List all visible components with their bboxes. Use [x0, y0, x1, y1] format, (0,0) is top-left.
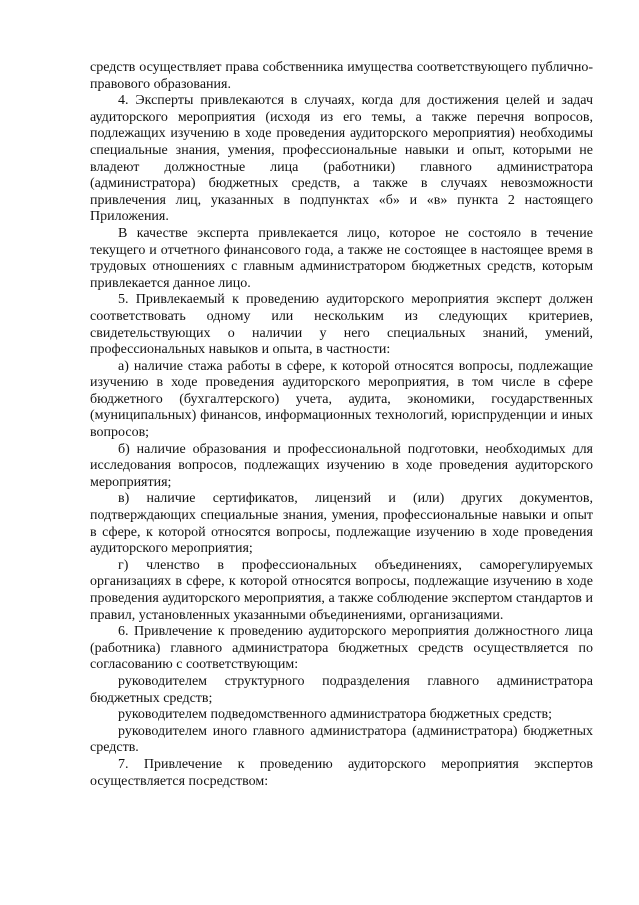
paragraph-item-7: 7. Привлечение к проведению аудиторского мероприятия экспертов осуществляется посредством: [90, 756, 593, 789]
paragraph-approver-subordinate: руководителем подведомственного администратора бюджетных средств; [118, 707, 553, 723]
paragraph-item-5: 5. Привлекаемый к проведению аудиторского мероприятия эксперт должен соответствовать одному или нескольким из следующих критериев, свидетельствующих о наличии у него специальных знаний, умений, профессиональных навыков и опыта, в частности: [90, 292, 593, 358]
paragraph-criterion-g: г) членство в профессиональных объединениях, саморегулируемых организациях в сфере, к которой относятся вопросы, подлежащие изучению в ходе проведения аудиторского мероприятия, а также соблюдение экспертом стандартов и правил, установленных указанными объединениями, организациями. [90, 557, 593, 623]
paragraph-criterion-a: а) наличие стажа работы в сфере, к которой относятся вопросы, подлежащие изучению в ходе проведения аудиторского мероприятия, в том числе в сфере бюджетного (бухгалтерского) учета, аудита, экономики, государственных (муниципальных) финансов, информационных технологий, юриспруденции и иных вопросов; [90, 358, 593, 441]
paragraph-criterion-b: б) наличие образования и профессиональной подготовки, необходимых для исследования вопросов, подлежащих изучению в ходе проведения аудиторского мероприятия; [90, 441, 593, 490]
document-page [90, 60, 593, 790]
paragraph-approver-other: руководителем иного главного администратора (администратора) бюджетных средств. [90, 723, 593, 756]
paragraph-item-6: 6. Привлечение к проведению аудиторского мероприятия должностного лица (работника) главного администратора бюджетных средств осуществляется по согласованию с соответствующим: [90, 624, 593, 673]
paragraph-approver-structural: руководителем структурного подразделения главного администратора бюджетных средств; [90, 673, 593, 706]
paragraph-item-4: 4. Эксперты привлекаются в случаях, когда для достижения целей и задач аудиторского мероприятия (исходя из его темы, а также перечня вопросов, подлежащих изучению в ходе проведения аудиторского мероприятия) необходимы специальные знания, умения, профессиональные навыки и опыт, которыми не владеют должностные лица (работники) главного администратора (администратора) бюджетных средств, а также в случаях невозможности привлечения лиц, указанных в подпунктах «б» и «в» пункта 2 настоящего Приложения. [90, 93, 593, 225]
paragraph-expert-eligibility: В качестве эксперта привлекается лицо, которое не состояло в течение текущего и отчетного финансового года, а также не состоящее в настоящее время в трудовых отношениях с главным администратором бюджетных средств, которым привлекается данное лицо. [90, 225, 593, 291]
paragraph-criterion-v: в) наличие сертификатов, лицензий и (или) других документов, подтверждающих специальные знания, умения, профессиональные навыки и опыт в сфере, к которой относятся вопросы, подлежащие изучению в ходе проведения аудиторского мероприятия; [90, 491, 593, 557]
paragraph-continuation: средств осуществляет права собственника имущества соответствующего публично-правового образования. [90, 60, 593, 92]
